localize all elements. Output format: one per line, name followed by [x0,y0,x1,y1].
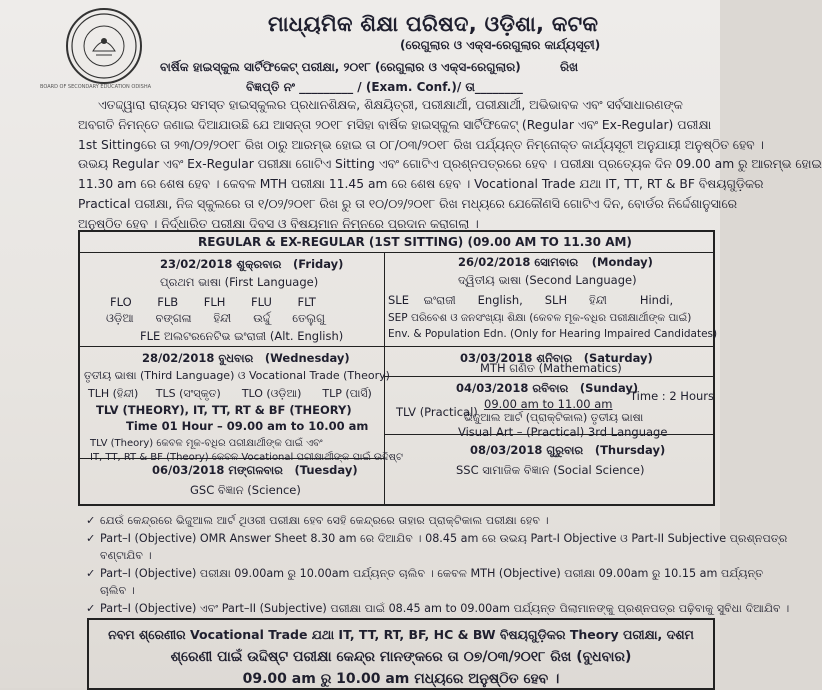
tuesday-date-text: 06/03/2018 ମଙ୍ଗଳବାର [152,463,283,477]
saturday-subject: MTH ଗଣିତ (Mathematics) [480,361,622,375]
check-icon: ✓ [86,514,96,527]
schedule-heading: REGULAR & EX-REGULAR (1ST SITTING) (09.00 AM TO 11.30 AM) [198,235,632,249]
instructions-list [86,512,790,617]
instruction-text: Part–I (Objective) ପରୀକ୍ଷା 09.00am ରୁ 10.00am ପର୍ଯ୍ୟନ୍ତ ଚାଲିବ । କେବଳ MTH (Objective) ପରୀକ୍ଷା 09.00am ରୁ 10.15 am ପର୍ଯ୍ୟନ୍ତ [100,566,764,580]
theory-note-2: IT, TT, RT & BF (Theory) କେବଳ Vocational ପରୀକ୍ଷାର୍ଥୀଙ୍କ ପାଇଁ ଉଦ୍ଦିଷ୍ଟ [90,452,403,463]
board-seal-emblem [69,11,139,81]
sunday-date [456,380,638,396]
instruction-text: Part–I (Objective) ଏବଂ Part–II (Subjective) ପରୀକ୍ଷା ପାଇଁ 08.45 am to 09.00am ପର୍ଯ୍ୟନ୍ତ ପିଲାମାନଙ୍କୁ ପ୍ରଶ୍ନପତ୍ର ପଢ଼ିବାକୁ ସୁବିଧା ଦିଆଯିବ । [100,601,790,615]
second-language-row1: SLE ଇଂରାଜୀ English, SLH ହିନ୍ଦୀ Hindi, [388,293,674,307]
footer-line-1: ନବମ ଶ୍ରେଣୀର Vocational Trade ଯଥା IT, TT, RT, BF, HC & BW ବିଷୟଗୁଡ଼ିକର Theory ପରୀକ୍ଷା, ଦଶମ [108,627,694,642]
instruction-item [86,530,788,548]
tuesday-subject: GSC ବିଜ୍ଞାନ (Science) [190,483,301,497]
second-language-row2: SEP ପରିବେଶ ଓ ଜନସଂଖ୍ୟା ଶିକ୍ଷା (କେବଳ ମୂକ-ବଧିର ପରୀକ୍ଷାର୍ଥୀଙ୍କ ପାଇଁ) [388,312,692,324]
friday-date [160,256,343,272]
third-language-codes: TLH (ହିନ୍ଦୀ) TLS (ସଂସ୍କୃତ) TLO (ଓଡ଼ିଆ) TLP (ପାର୍ସି) [88,387,372,400]
thursday-date-text: 08/03/2018 ଗୁରୁବାର [470,443,584,457]
instruction-continuation: ଚାଲିବ । [100,584,135,597]
intro-paragraph [78,96,822,235]
instruction-continuation: ବଣ୍ଟାଯିବ । [100,549,152,562]
intro-line: Practical ପରୀକ୍ଷା, ନିଜ ସ୍କୁଲରେ ତା ୧/୦୨/୨୦୧୮ ରିଖ ରୁ ତା ୧୦/୦୨/୨୦୧୮ ରିଖ ମଧ୍ୟରେ ଯେକୌଣସି ଗୋଟିଏ ଦିନ, ବୋର୍ଡର ନିର୍ଦ୍ଦେଶାନୁସାରେ [78,196,737,211]
notice-number: ବିଜ୍ଞପ୍ତି ନଂ _________ / (Exam. Conf.)/ ତା________ [246,80,523,94]
wednesday-date [142,350,350,366]
theory-note-1: TLV (Theory) କେବଳ ମୂକ-ବଧିର ପରୀକ୍ଷାର୍ଥୀଙ୍କ ପାଇଁ ଏବଂ [90,438,323,449]
instruction-text: Part–I (Objective) OMR Answer Sheet 8.30 am ରେ ଦିଆଯିବ । 08.45 am ରେ ଉଭୟ Part-I Objective ଓ Part-II Subjective ପ୍ରଶ୍ନପତ୍ର [100,531,788,545]
instruction-text: ଯେଉଁ କେନ୍ଦ୍ରରେ ଭିଜୁଆଲ ଆର୍ଟ ଥିଓରୀ ପରୀକ୍ଷା ହେବ ସେହି କେନ୍ଦ୍ରରେ ତାହାର ପ୍ରାକ୍ଟିକାଲ ପରୀକ୍ଷା ହେବ । [100,514,549,527]
wednesday-day: (Wednesday) [264,351,350,365]
check-icon: ✓ [86,566,96,580]
theory-time: Time 01 Hour – 09.00 am to 10.00 am [126,419,369,433]
alt-english: FLE ଅଲଟରନେଟିଭ ଇଂରାଜୀ (Alt. English) [140,329,344,343]
thursday-day: (Thursday) [594,443,666,457]
board-seal [66,8,142,84]
intro-line: ଉଭୟ Regular ଏବଂ Ex-Regular ପରୀକ୍ଷା ଗୋଟିଏ Sitting ଏବଂ ଗୋଟିଏ ପ୍ରଶ୍ନପତ୍ରରେ ହେବ । ପରୀକ୍ଷା ପ୍ରତ୍ୟେକ ଦିନ 09.00 am ରୁ ଆରମ୍ଭ ହୋଇ [78,157,822,172]
friday-day: (Friday) [293,257,344,271]
check-icon: ✓ [86,531,96,545]
third-language: ତୃତୀୟ ଭାଷା (Third Language) ଓ Vocational Trade (Theory) [84,369,390,382]
sunday-date-text: 04/03/2018 ରବିବାର [456,381,569,395]
footer-line-3: 09.00 am ରୁ 10.00 am ମଧ୍ୟରେ ଅନୁଷ୍ଠିତ ହେବ । [242,671,560,687]
saturday-date-text: 03/03/2018 ଶନିବାର [460,351,573,365]
footer-line-2: ଶ୍ରେଣୀ ପାଇଁ ଉଦ୍ଦିଷ୍ଟ ପରୀକ୍ଷା କେନ୍ଦ୍ର ମାନଙ୍କରେ ତା ୦୭/୦୩/୨୦୧୮ ରିଖ (ବୁଧବାର) [170,649,632,665]
sunday-time-range: 09.00 am to 11.00 am [484,397,613,411]
sunday-time-note: Time : 2 Hours [630,389,714,403]
saturday-day: (Saturday) [583,351,653,365]
monday-day: (Monday) [591,255,653,269]
tuesday-day: (Tuesday) [294,463,358,477]
exam-line: ବାର୍ଷିକ ହାଇସ୍କୁଲ ସାର୍ଟିଫିକେଟ୍ ପରୀକ୍ଷା, ୨୦୧୮ (ରେଗୁଲାର ଓ ଏକ୍ସ-ରେଗୁଲାର) [160,60,521,74]
intro-line: ଅନୁଷ୍ଠିତ ହେବ । ନିର୍ଦ୍ଧାରିତ ପରୀକ୍ଷା ଦିବସ ଓ ବିଷୟମାନ ନିମ୍ନରେ ପ୍ରଦାନ କରାଗଲା । [78,216,479,231]
schedule-table [78,230,718,506]
second-language: ଦ୍ୱିତୀୟ ଭାଷା (Second Language) [458,273,637,287]
friday-date-text: 23/02/2018 ଶୁକ୍ରବାର [160,257,282,271]
theory-subjects: TLV (THEORY), IT, TT, RT & BF (THEORY) [96,403,352,417]
wednesday-date-text: 28/02/2018 ବୁଧବାର [142,351,254,365]
first-language-codes: FLO FLB FLH FLU FLT [110,295,316,309]
thursday-date [470,442,665,458]
intro-line: ଅବଗତି ନିମନ୍ତେ ଜଣାଇ ଦିଆଯାଉଛି ଯେ ଆସନ୍ତା ୨୦୧୮ ମସିହା ବାର୍ଷିକ ହାଇସ୍କୁଲ ସାର୍ଟିଫିକେଟ୍ (Regular ଏବଂ Ex-Regular) ପରୀକ୍ଷା [78,117,712,132]
tuesday-date [152,462,358,478]
monday-date [458,254,653,270]
intro-line: ଏତଦ୍ଦ୍ୱାରା ରାଜ୍ୟର ସମସ୍ତ ହାଇସ୍କୁଲର ପ୍ରଧାନଶିକ୍ଷକ, ଶିକ୍ଷୟିତ୍ରୀ, ପରୀକ୍ଷାର୍ଥୀ, ପରୀକ୍ଷାର୍ଥୀ, ଅଭିଭାବକ ଏବଂ ସର୍ବସାଧାରଣଙ୍କ [98,98,683,112]
check-icon: ✓ [86,601,96,615]
instruction-item [86,565,764,583]
first-language: ପ୍ରଥମ ଭାଷା (First Language) [160,275,319,289]
second-language-row3: Env. & Population Edn. (Only for Hearing Impaired Candidates) [388,328,718,340]
board-title: ମାଧ୍ୟମିକ ଶିକ୍ଷା ପରିଷଦ, ଓଡ଼ିଶା, କଟକ [268,12,599,36]
visual-art-english: Visual Art – (Practical) 3rd Language [458,425,668,439]
visual-art: ଭିଜୁଆଲ ଆର୍ଟ (ପ୍ରାକ୍ଟିକାଲ) ତୃତୀୟ ଭାଷା [464,411,644,424]
vocational-notice-box [87,618,715,690]
seal-text: BOARD OF SECONDARY EDUCATION ODISHA [40,84,152,90]
sunday-day: (Sunday) [579,381,639,395]
intro-line: 1st Sittingରେ ତା ୨୩/୦୨/୨୦୧୮ ରିଖ ଠାରୁ ଆରମ୍ଭ ହୋଇ ତା ୦୮/୦୩/୨୦୧୮ ରିଖ ପର୍ଯ୍ୟନ୍ତ ନିମ୍ନୋକ୍ତ କାର୍ଯ୍ୟସୂଚୀ ଅନୁଯାୟୀ ଅନୁଷ୍ଠିତ ହେବ । [78,137,764,152]
thursday-subject: SSC ସାମାଜିକ ବିଜ୍ଞାନ (Social Science) [456,463,645,477]
instruction-item [86,512,716,530]
exam-suffix: ରିଖ [560,60,579,74]
sunday-tlv: TLV (Practical) [396,405,478,419]
first-language-names: ଓଡ଼ିଆ ବଙ୍ଗଳା ହିନ୍ଦୀ ଉର୍ଦ୍ଦୁ ତେଲୁଗୁ [106,311,325,325]
instruction-item [86,600,790,618]
intro-line: 11.30 am ରେ ଶେଷ ହେବ । କେବଳ MTH ପରୀକ୍ଷା 11.45 am ରେ ଶେଷ ହେବ । Vocational Trade ଯଥା IT, TT, RT & BF ବିଷୟଗୁଡ଼ିକର [78,177,764,192]
monday-date-text: 26/02/2018 ସୋମବାର [458,255,579,269]
schedule-subtitle: (ରେଗୁଲାର ଓ ଏକ୍ସ-ରେଗୁଲାର କାର୍ଯ୍ୟସୂଚୀ) [400,38,601,52]
